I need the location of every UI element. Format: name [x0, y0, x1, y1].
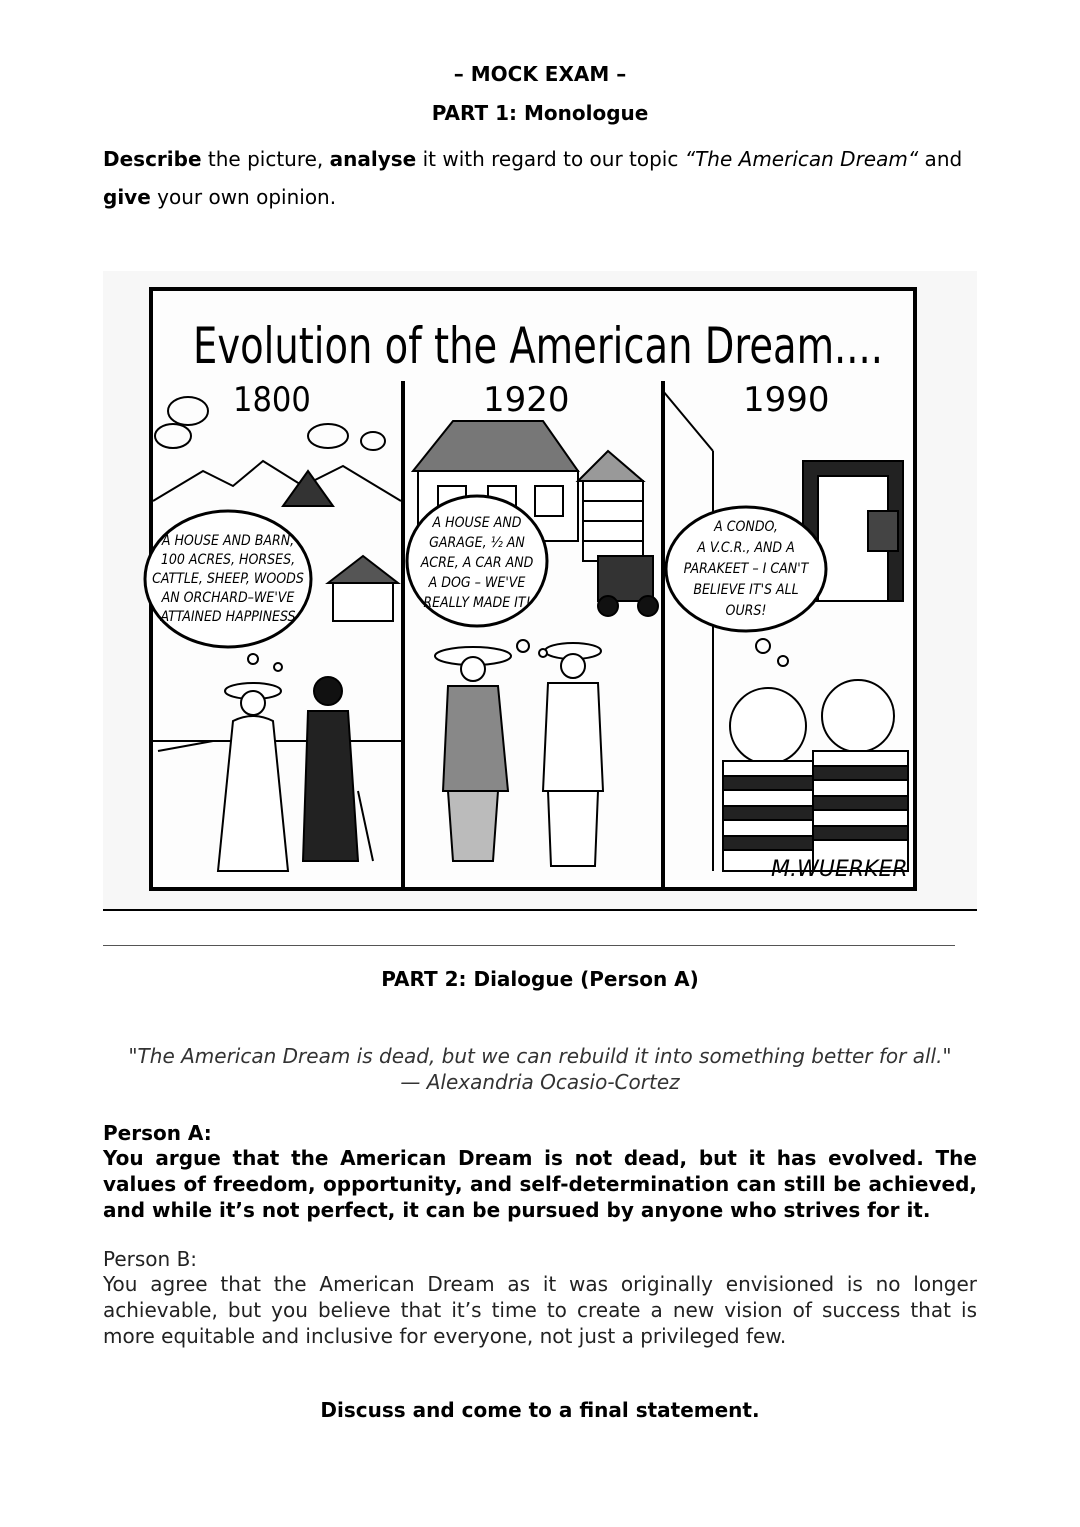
bubble-1990-line-2: A V.C.R., AND A: [697, 540, 795, 556]
bubble-1800-line-5: ATTAINED HAPPINESS: [160, 609, 296, 625]
bubble-1990-line-3: PARAKEET – I CAN'T: [683, 561, 809, 577]
bubble-1920-line-5: REALLY MADE IT!: [423, 595, 531, 611]
part2-heading: PART 2: Dialogue (Person A): [381, 967, 699, 991]
quote-block: [0, 1043, 1080, 1095]
bubble-1990-line-1: A CONDO,: [714, 519, 778, 535]
bubble-1990-line-4: BELIEVE IT'S ALL: [693, 582, 799, 598]
bubble-1800-line-4: AN ORCHARD–WE'VE: [161, 590, 295, 606]
instruction-describe: Describe: [103, 147, 202, 171]
bubble-1920-line-3: ACRE, A CAR AND: [420, 555, 534, 571]
final-instruction: Discuss and come to a final statement.: [320, 1398, 760, 1422]
person-b-text: You agree that the American Dream as it was originally envisioned is no longer achievable, but you believe that it’s time to create a new vision of success that is more equitable and inclusive for everyone, not just a privileged few.: [103, 1272, 977, 1348]
bubble-1800-line-1: A HOUSE AND BARN,: [161, 533, 295, 549]
cartoon-title: Evolution of the American Dream....: [193, 317, 883, 375]
bubble-1800-line-2: 100 ACRES, HORSES,: [160, 552, 296, 568]
instruction-give: give: [103, 185, 151, 209]
bubble-1990-line-5: OURS!: [725, 603, 767, 619]
part1-heading: PART 1: Monologue: [431, 101, 649, 125]
cartoon-image: [103, 271, 977, 911]
part1-instruction: [103, 140, 963, 216]
instruction-text-3: and: [918, 147, 963, 171]
cartoon-drawing: [103, 271, 977, 907]
bubble-1920-line-1: A HOUSE AND: [432, 515, 522, 531]
instruction-text-4: your own opinion.: [150, 185, 337, 209]
person-a-text: You argue that the American Dream is not dead, but it has evolved. The values of freedom, opportunity, and self-determination can still be achieved, and while it’s not perfect, it can be pursued by anyone who strives for it.: [103, 1146, 977, 1222]
section-divider: [103, 945, 955, 946]
cartoon-signature: M.WUERKER: [771, 857, 908, 882]
person-a-label: Person A:: [103, 1121, 212, 1145]
person-b-label: Person B:: [103, 1247, 198, 1271]
year-1920: 1920: [483, 380, 570, 420]
quote-text: "The American Dream is dead, but we can rebuild it into something better for all.": [128, 1044, 952, 1068]
instruction-text-1: the picture,: [201, 147, 330, 171]
instruction-topic: “The American Dream“: [684, 147, 919, 171]
year-1800: 1800: [233, 380, 311, 420]
bubble-1920-line-2: GARAGE, ½ AN: [429, 535, 525, 551]
exam-title: – MOCK EXAM –: [453, 62, 627, 86]
quote-author: — Alexandria Ocasio-Cortez: [400, 1070, 680, 1094]
instruction-text-2: it with regard to our topic: [416, 147, 685, 171]
bubble-1800-line-3: CATTLE, SHEEP, WOODS: [152, 571, 304, 587]
instruction-analyse: analyse: [329, 147, 417, 171]
year-1990: 1990: [743, 380, 830, 420]
bubble-1920-line-4: A DOG – WE'VE: [428, 575, 526, 591]
